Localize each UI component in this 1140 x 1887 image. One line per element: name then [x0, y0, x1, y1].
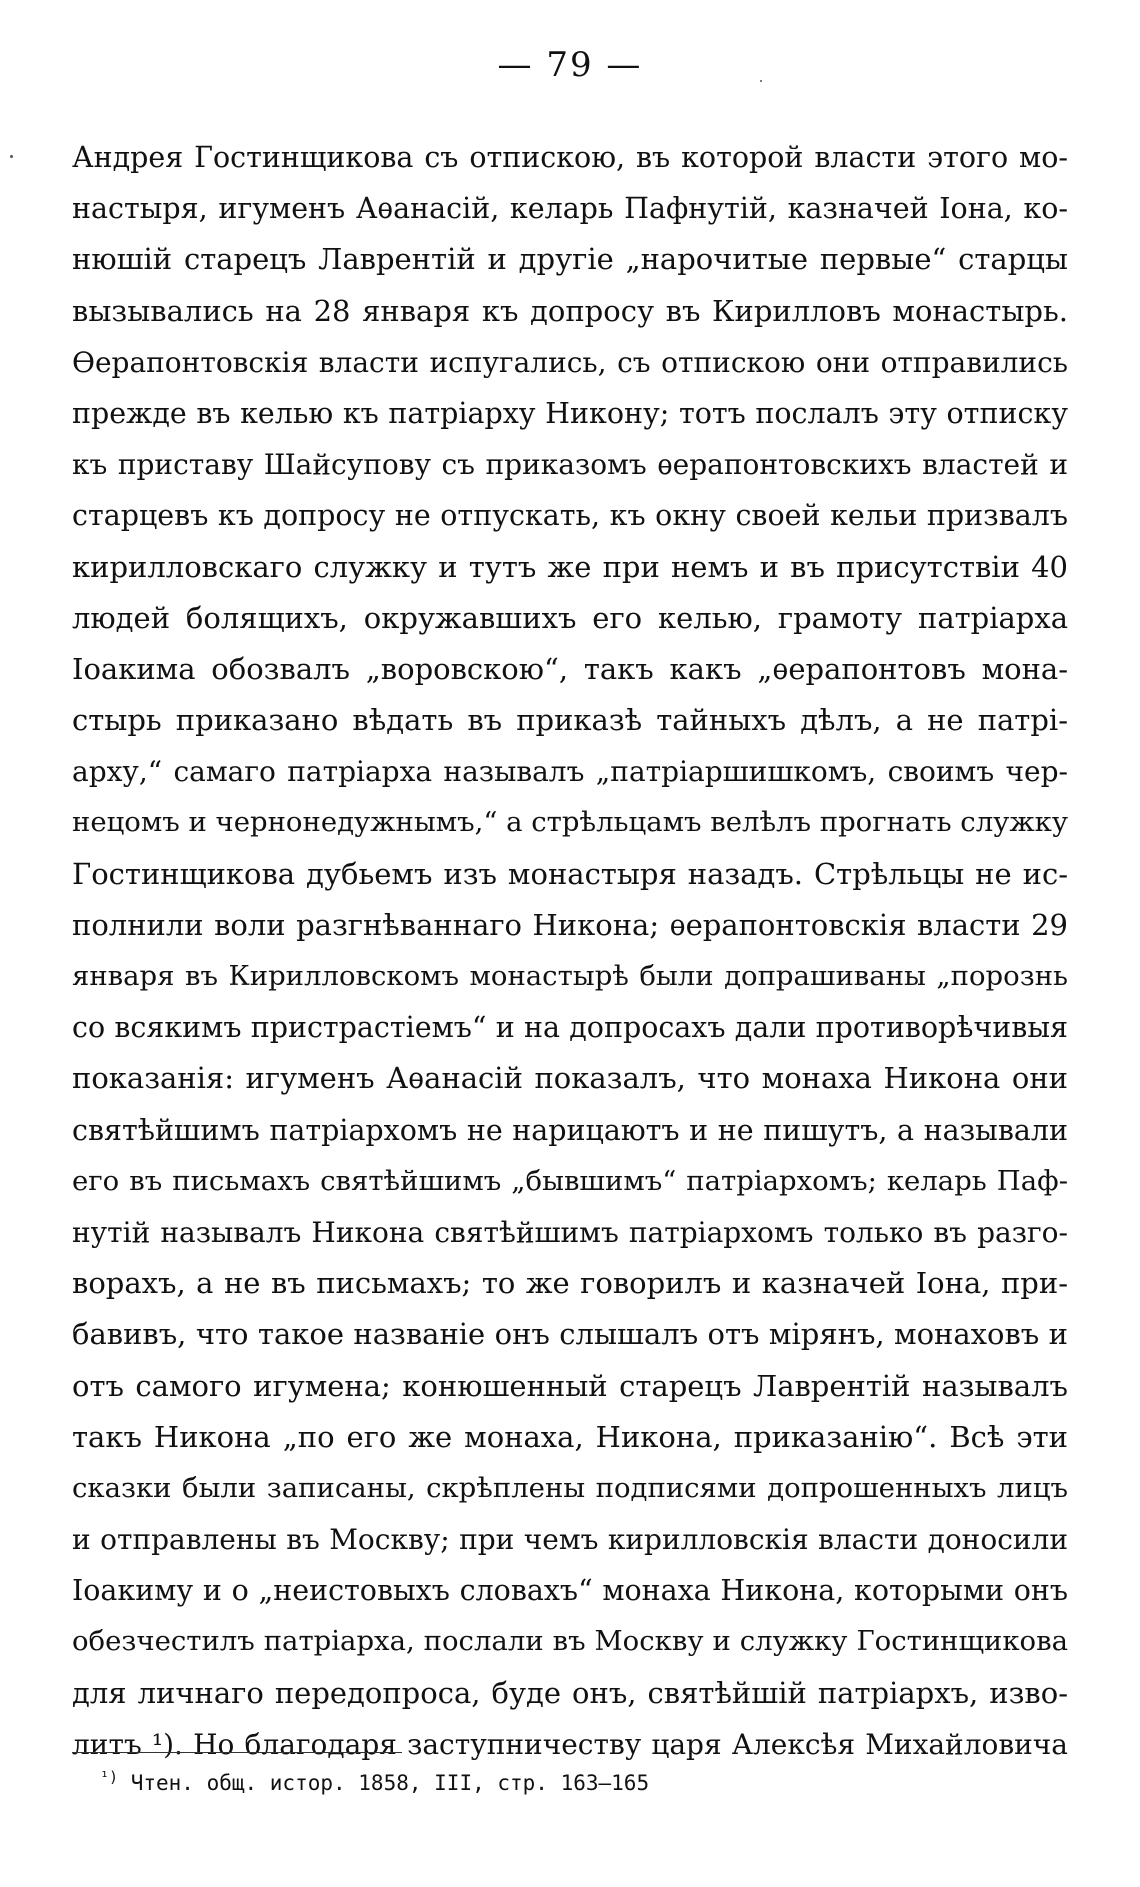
text-line: старцевъ къ допросу не отпускать, къ окну своей кельи призвалъ	[72, 499, 1068, 533]
text-line: литъ ¹). Но благодаря заступничеству царя Алексѣя Михайловича	[72, 1727, 1068, 1761]
footnote	[100, 1762, 649, 1798]
scan-speck	[10, 155, 13, 158]
footnote-separator	[72, 1752, 402, 1753]
text-line: января въ Кирилловскомъ монастырѣ были допрашиваны „порознь	[72, 960, 1068, 992]
text-line: и отправлены въ Москву; при чемъ кирилловскія власти доносили	[72, 1523, 1068, 1557]
text-line: со всякимъ пристрастіемъ“ и на допросахъ дали противорѣчивыя	[72, 1011, 1068, 1045]
text-line: Іоакима обозвалъ „воровскою“, такъ какъ „ѳерапонтовъ мона-	[72, 651, 1068, 686]
text-line: нюшій старецъ Лаврентій и другіе „нарочитые первые“ старцы	[72, 242, 1068, 277]
text-line: Андрея Гостинщикова съ отпискою, въ которой власти этого мо-	[72, 141, 1068, 174]
body-text	[72, 132, 1068, 1770]
text-line: Іоакиму и о „неистовыхъ словахъ“ монаха Никона, которыми онъ	[72, 1574, 1068, 1608]
text-line: Ѳерапонтовскія власти испугались, съ отпискою они отправились	[72, 345, 1068, 379]
text-line: обезчестилъ патріарха, послали въ Москву и служку Гостинщикова	[72, 1625, 1068, 1658]
text-line: святѣйшимъ патріархомъ не нарицаютъ и не пишутъ, а называли	[72, 1113, 1068, 1147]
footnote-mark: ¹)	[100, 1768, 119, 1786]
text-line: его въ письмахъ святѣйшимъ „бывшимъ“ патріархомъ; келарь Паф-	[72, 1164, 1068, 1197]
text-line: прежде въ келью къ патріарху Никону; тотъ послалъ эту отписку	[72, 396, 1068, 430]
text-line: полнили воли разгнѣваннаго Никона; ѳерапонтовскія власти 29	[72, 907, 1068, 942]
text-line: кирилловскаго служку и тутъ же при немъ и въ присутствіи 40	[72, 549, 1068, 584]
text-line: для личнаго передопроса, буде онъ, святѣйшій патріархъ, изво-	[72, 1675, 1068, 1710]
footnote-text: Чтен. общ. истор. 1858, III, стр. 163—165	[130, 1771, 650, 1795]
text-line: показанія: игуменъ Аѳанасій показалъ, что монаха Никона они	[72, 1061, 1068, 1096]
text-line: нецомъ и чернонедужнымъ,“ а стрѣльцамъ велѣлъ прогнать служку	[72, 806, 1068, 839]
text-line: Гостинщикова дубьемъ изъ монастыря назадъ. Стрѣльцы не ис-	[72, 856, 1068, 891]
text-line: бавивъ, что такое названіе онъ слышалъ отъ мірянъ, монаховъ и	[72, 1317, 1068, 1352]
text-line: вызывались на 28 января къ допросу въ Кирилловъ монастырь.	[72, 293, 1068, 328]
text-line: къ приставу Шайсупову съ приказомъ ѳерапонтовскихъ властей и	[72, 448, 1068, 482]
text-line: нутій называлъ Никона святѣйшимъ патріархомъ только въ разго-	[72, 1215, 1068, 1249]
text-line: стырь приказано вѣдать въ приказѣ тайныхъ дѣлъ, а не патрі-	[72, 703, 1068, 738]
text-line: сказки были записаны, скрѣплены подписями допрошенныхъ лицъ	[72, 1471, 1068, 1504]
text-line: настыря, игуменъ Аѳанасій, келарь Пафнутій, казначей Іона, ко-	[72, 192, 1068, 226]
text-line: такъ Никона „по его же монаха, Никона, приказанію“. Всѣ эти	[72, 1419, 1068, 1454]
text-line: людей болящихъ, окружавшихъ его келью, грамоту патріарха	[72, 600, 1068, 635]
scan-speck	[760, 80, 762, 82]
text-line: арху,“ самаго патріарха называлъ „патріаршишкомъ, своимъ чер-	[72, 755, 1068, 789]
page-number: — 79 —	[497, 45, 643, 85]
text-line: ворахъ, а не въ письмахъ; то же говорилъ и казначей Іона, при-	[72, 1266, 1068, 1301]
text-line: отъ самого игумена; конюшенный старецъ Лаврентій называлъ	[72, 1368, 1068, 1403]
